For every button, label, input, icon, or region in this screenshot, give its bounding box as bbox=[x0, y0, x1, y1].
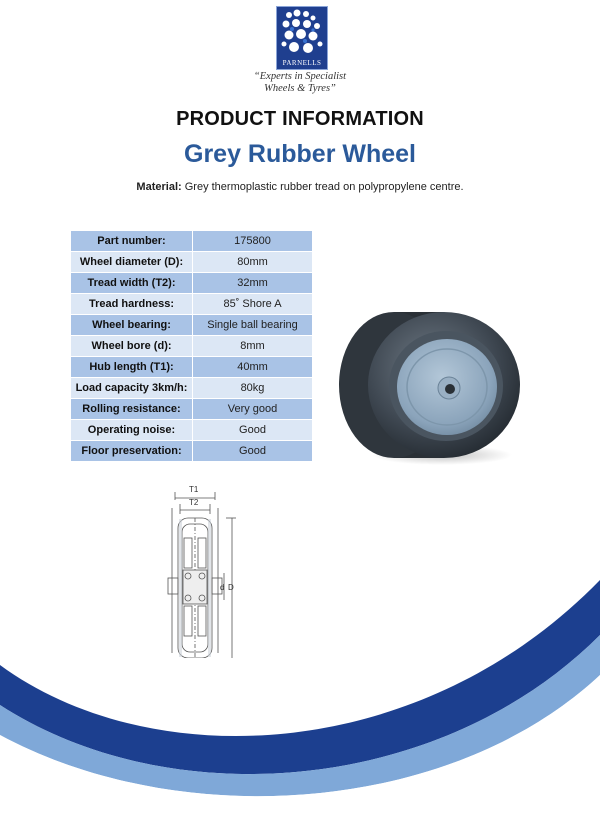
tagline-line-2: Wheels & Tyres” bbox=[264, 83, 336, 94]
spec-label: Operating noise: bbox=[71, 420, 193, 441]
table-row bbox=[71, 273, 313, 294]
table-row bbox=[71, 441, 313, 462]
spec-value: 32mm bbox=[193, 273, 313, 294]
logo-bubbles-icon bbox=[277, 7, 327, 59]
spec-value: 175800 bbox=[193, 231, 313, 252]
spec-label: Wheel diameter (D): bbox=[71, 252, 193, 273]
table-row bbox=[71, 336, 313, 357]
table-row bbox=[71, 252, 313, 273]
product-title: Grey Rubber Wheel bbox=[184, 140, 416, 168]
logo-brand: PARNELLS bbox=[282, 59, 322, 67]
dim-label-t1: T1 bbox=[189, 485, 199, 494]
spec-value: 80kg bbox=[193, 378, 313, 399]
table-row bbox=[71, 399, 313, 420]
table-row bbox=[71, 294, 313, 315]
tagline-line-1: “Experts in Specialist bbox=[253, 71, 347, 82]
spec-label: Hub length (T1): bbox=[71, 357, 193, 378]
material-text: Grey thermoplastic rubber tread on polypropylene centre. bbox=[184, 181, 464, 193]
spec-value: Good bbox=[193, 420, 313, 441]
spec-label: Load capacity 3km/h: bbox=[71, 378, 193, 399]
spec-label: Tread width (T2): bbox=[71, 273, 193, 294]
spec-value: Good bbox=[193, 441, 313, 462]
spec-label: Tread hardness: bbox=[71, 294, 193, 315]
decorative-swoosh bbox=[0, 580, 600, 837]
spec-table bbox=[70, 230, 313, 462]
spec-label: Rolling resistance: bbox=[71, 399, 193, 420]
table-row bbox=[71, 231, 313, 252]
dim-label-diameter: D bbox=[228, 583, 234, 592]
spec-label: Wheel bearing: bbox=[71, 315, 193, 336]
spec-label: Wheel bore (d): bbox=[71, 336, 193, 357]
material-line bbox=[0, 181, 600, 193]
spec-value: 40mm bbox=[193, 357, 313, 378]
spec-value: 80mm bbox=[193, 252, 313, 273]
table-row bbox=[71, 315, 313, 336]
parnells-logo bbox=[276, 6, 328, 70]
wheel-photo bbox=[334, 300, 524, 470]
spec-value: Single ball bearing bbox=[193, 315, 313, 336]
table-row bbox=[71, 357, 313, 378]
spec-value: 85˚ Shore A bbox=[193, 294, 313, 315]
material-label: Material: bbox=[136, 181, 182, 193]
spec-value: Very good bbox=[193, 399, 313, 420]
dim-label-bore: d bbox=[220, 583, 225, 592]
table-row bbox=[71, 378, 313, 399]
spec-value: 8mm bbox=[193, 336, 313, 357]
table-row bbox=[71, 420, 313, 441]
page-heading: PRODUCT INFORMATION bbox=[176, 108, 424, 130]
spec-label: Floor preservation: bbox=[71, 441, 193, 462]
logo-tagline bbox=[200, 71, 400, 95]
dim-label-t2: T2 bbox=[189, 498, 199, 507]
spec-label: Part number: bbox=[71, 231, 193, 252]
